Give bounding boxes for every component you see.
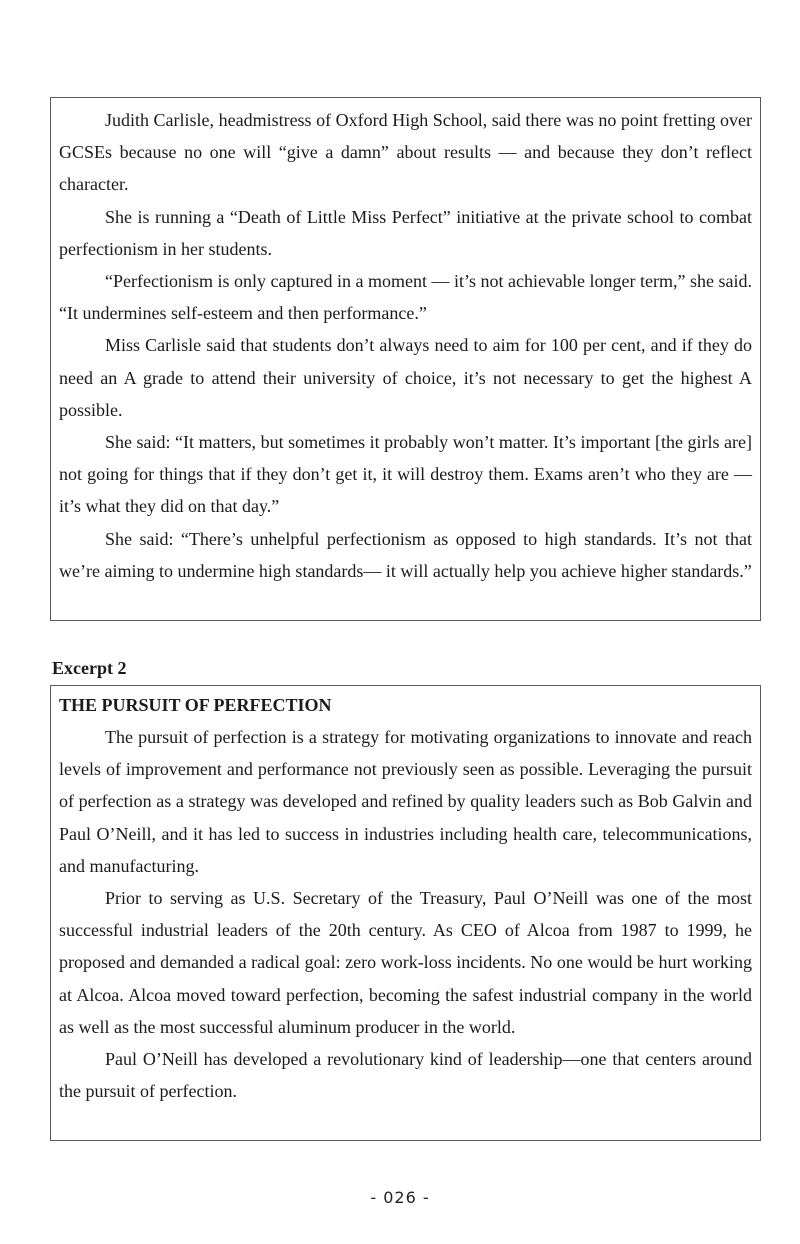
excerpt-2-title: THE PURSUIT OF PERFECTION (59, 695, 332, 715)
excerpt-1-paragraph-3: “Perfectionism is only captured in a moment — it’s not achievable longer term,” she said. “It undermines self-esteem and then performance.” (59, 271, 752, 324)
excerpt-2-paragraph-1: The pursuit of perfection is a strategy for motivating organizations to innovate and reach levels of improvement and performance not previously seen as possible. Leveraging the pursuit of perfection as a strategy was developed and refined by quality leaders such as Bob Galvin and Paul O’Neill, and it has led to success in industries including health care, telecommunications, and manufacturing. (59, 727, 752, 876)
excerpt-1-box (50, 97, 761, 621)
excerpt-2-paragraph-2: Prior to serving as U.S. Secretary of the Treasury, Paul O’Neill was one of the most successful industrial leaders of the 20th century. As CEO of Alcoa from 1987 to 1999, he proposed and demanded a radical goal: zero work-loss incidents. No one would be hurt working at Alcoa. Alcoa moved toward perfection, becoming the safest industrial company in the world as well as the most successful aluminum producer in the world. (59, 888, 752, 1037)
excerpt-2-box (50, 685, 761, 1141)
excerpt-1-paragraph-5: She said: “It matters, but sometimes it probably won’t matter. It’s important [the girls are] not going for things that if they don’t get it, it will destroy them. Exams aren’t who they are — it’s what they did on that day.” (59, 432, 752, 517)
excerpt-1-paragraph-2: She is running a “Death of Little Miss Perfect” initiative at the private school to combat perfectionism in her students. (59, 206, 752, 259)
excerpt-2-label: Excerpt 2 (52, 658, 127, 678)
excerpt-1-paragraph-1: Judith Carlisle, headmistress of Oxford High School, said there was no point fretting over GCSEs because no one will “give a damn” about results — and because they don’t reflect character. (59, 110, 752, 195)
excerpt-1-paragraph-6: She said: “There’s unhelpful perfectionism as opposed to high standards. It’s not that we’re aiming to undermine high standards— it will actually help you achieve higher standards.” (59, 528, 752, 581)
excerpt-2-paragraph-3: Paul O’Neill has developed a revolutionary kind of leadership—one that centers around the pursuit of perfection. (59, 1049, 752, 1102)
page-number: - 026 - (370, 1188, 430, 1207)
excerpt-1-paragraph-4: Miss Carlisle said that students don’t always need to aim for 100 per cent, and if they do need an A grade to attend their university of choice, it’s not necessary to get the highest A possible. (59, 335, 752, 420)
